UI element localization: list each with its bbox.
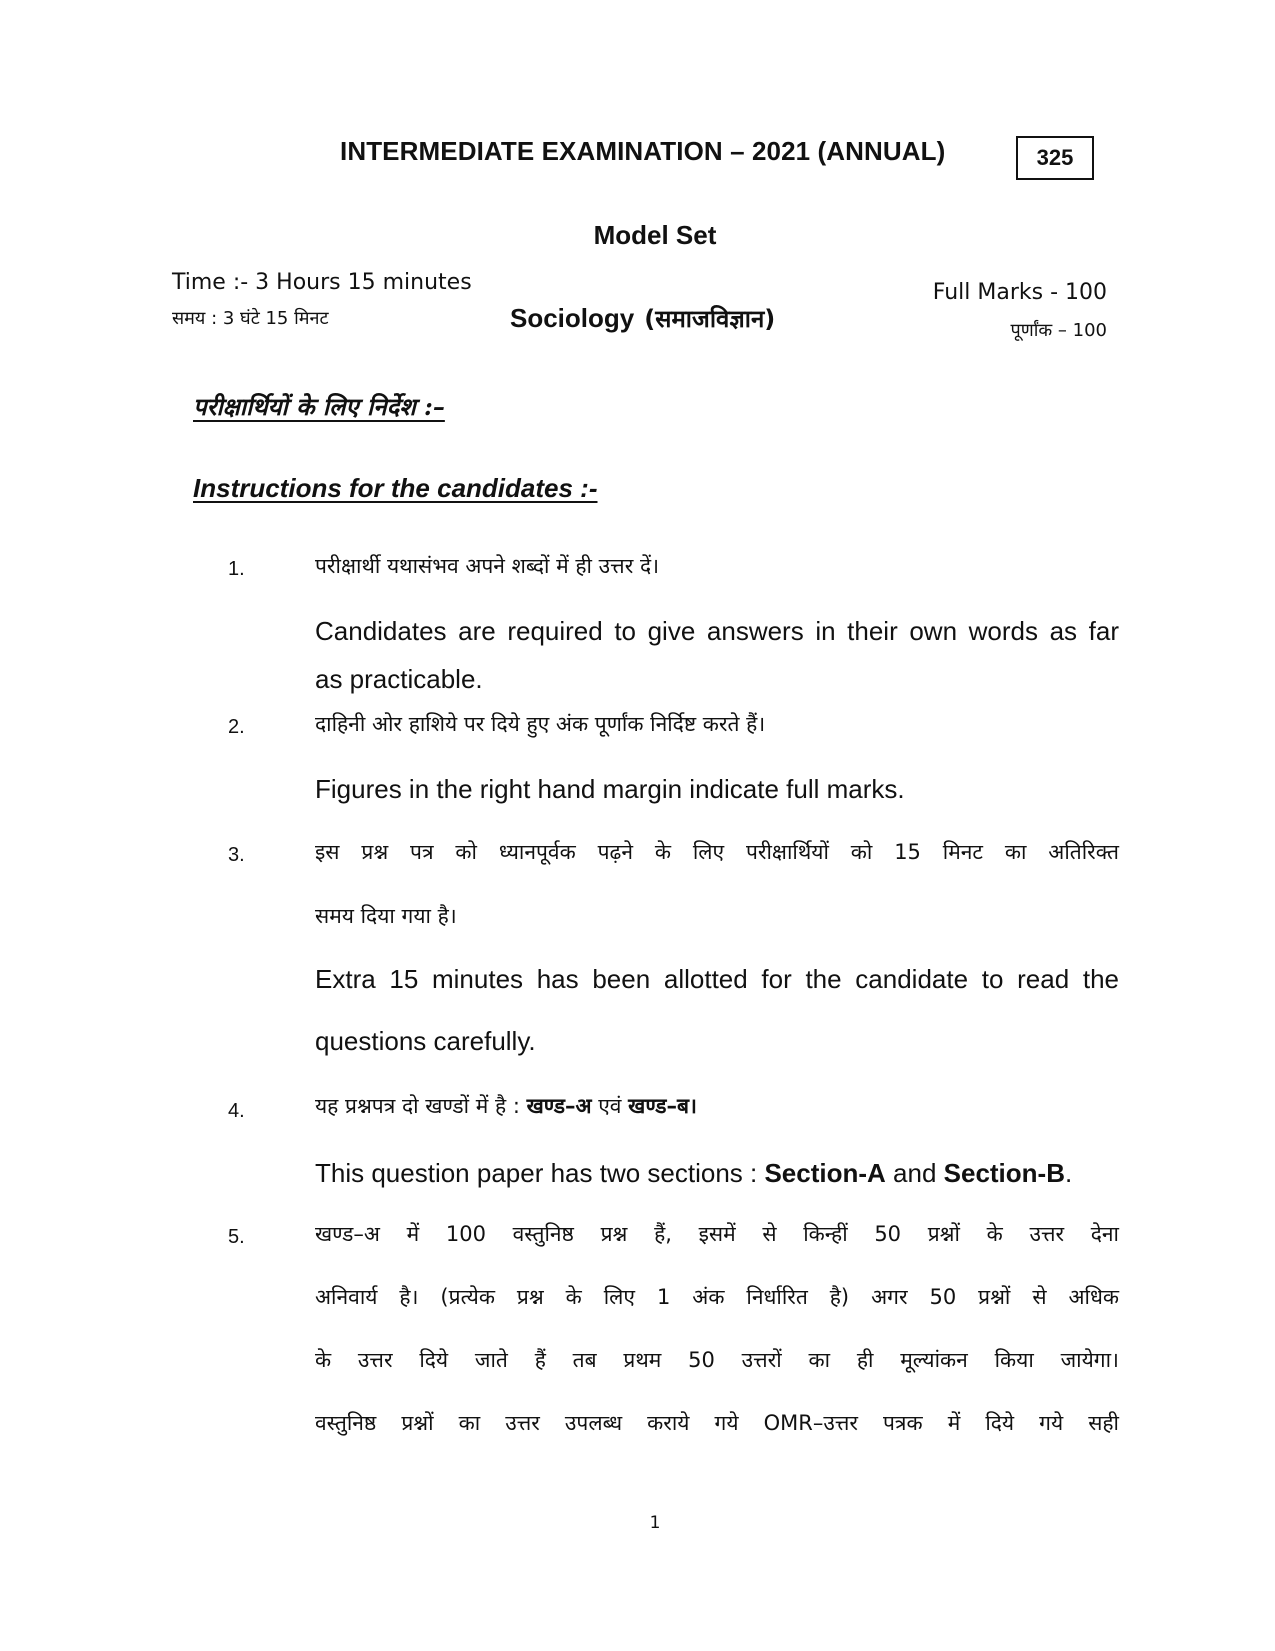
page-number: 1 (649, 1513, 661, 1533)
item-number: 5. (228, 1226, 245, 1248)
section-b-english: Section-B (943, 1158, 1065, 1188)
subject-hindi: (समाजविज्ञान) (644, 305, 776, 333)
subject-english: Sociology (510, 303, 635, 333)
item-3-english-line: Extra 15 minutes has been allotted for the candidate to read the (315, 964, 1119, 994)
instructions-heading-english: Instructions for the candidates :- (193, 473, 598, 503)
item-3-english-line: questions carefully. (315, 1026, 536, 1056)
item-4-english-period: . (1064, 1158, 1073, 1188)
item-5-hindi-line: खण्ड–अ में 100 वस्तुनिष्ठ प्रश्न हैं, इसमें से किन्हीं 50 प्रश्नों के उत्तर देना (315, 1222, 1119, 1246)
time-english: Time :- 3 Hours 15 minutes (172, 270, 472, 295)
item-2-english-line: Figures in the right hand margin indicate full marks. (315, 774, 905, 804)
time-hindi: समय : 3 घंटे 15 मिनट (172, 308, 329, 329)
item-4-hindi-line (315, 1092, 1119, 1120)
item-4-hindi-conjunction: एवं (591, 1094, 629, 1118)
item-4-english-line (315, 1158, 1119, 1189)
item-number: 2. (228, 716, 245, 738)
instructions-heading-hindi: परीक्षार्थियों के लिए निर्देश :– (193, 392, 445, 421)
item-4-hindi-text: यह प्रश्नपत्र दो खण्डों में है : (315, 1094, 527, 1118)
full-marks-english: Full Marks - 100 (932, 280, 1107, 305)
section-a-hindi: खण्ड–अ (526, 1094, 592, 1118)
item-2-hindi-line: दाहिनी ओर हाशिये पर दिये हुए अंक पूर्णांक निर्दिष्ट करते हैं। (315, 712, 766, 736)
item-5-hindi-line: वस्तुनिष्ठ प्रश्नों का उत्तर उपलब्ध कराये गये OMR–उत्तर पत्रक में दिये गये सही (315, 1411, 1119, 1435)
section-b-hindi: खण्ड–ब। (628, 1094, 697, 1118)
item-1-english-line: Candidates are required to give answers in their own words as far (315, 616, 1119, 646)
subject-title (510, 302, 775, 335)
item-5-hindi-line: अनिवार्य है। (प्रत्येक प्रश्न के लिए 1 अंक निर्धारित है) अगर 50 प्रश्नों से अधिक (315, 1285, 1119, 1309)
exam-title: INTERMEDIATE EXAMINATION – 2021 (ANNUAL) (340, 136, 946, 166)
item-number: 1. (228, 558, 245, 580)
item-1-hindi-line: परीक्षार्थी यथासंभव अपने शब्दों में ही उत्तर दें। (315, 554, 660, 578)
item-3-hindi-line: समय दिया गया है। (315, 904, 457, 928)
item-4-english-conjunction: and (885, 1158, 944, 1188)
item-5-hindi-line: के उत्तर दिये जाते हैं तब प्रथम 50 उत्तरों का ही मूल्यांकन किया जायेगा। (315, 1348, 1119, 1372)
paper-code-box: 325 (1016, 136, 1094, 180)
item-3-hindi-line: इस प्रश्न पत्र को ध्यानपूर्वक पढ़ने के लिए परीक्षार्थियों को 15 मिनट का अतिरिक्त (315, 840, 1119, 864)
item-number: 4. (228, 1100, 245, 1122)
item-1-english-line: as practicable. (315, 664, 483, 694)
full-marks-hindi: पूर्णांक – 100 (1010, 320, 1107, 341)
item-4-english-text: This question paper has two sections : (315, 1158, 765, 1188)
set-label: Model Set (593, 220, 717, 250)
section-a-english: Section-A (764, 1158, 886, 1188)
item-number: 3. (228, 844, 245, 866)
